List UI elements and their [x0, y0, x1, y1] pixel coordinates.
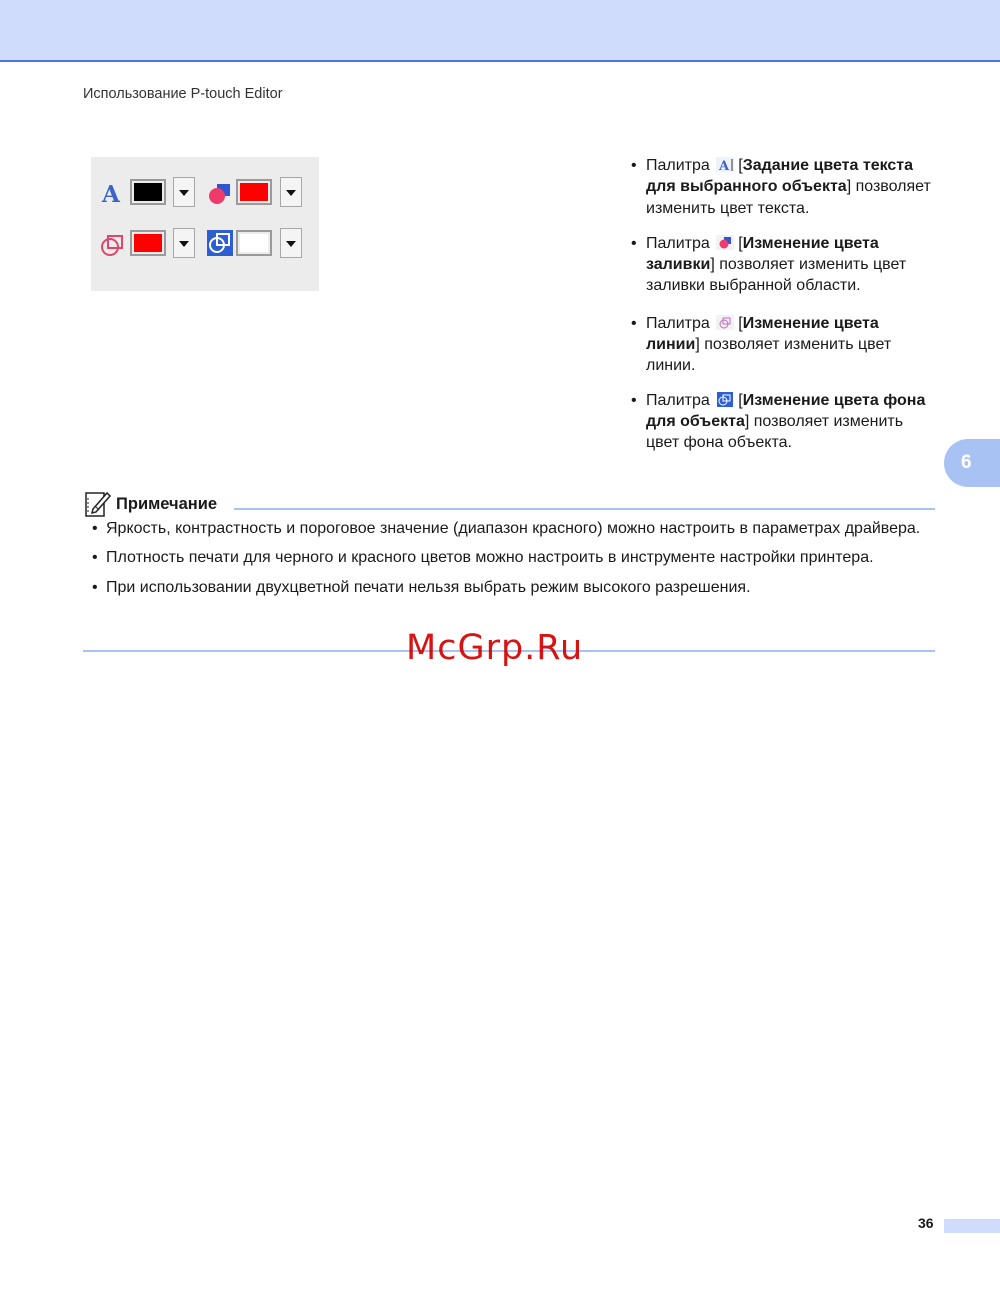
fill-color-icon[interactable] — [207, 181, 233, 207]
chapter-tab: 6 — [944, 439, 1000, 487]
list-item: • Палитра [Изменение цвета линии] позволяет изменить цвет линии. — [630, 313, 935, 377]
fill-color-icon — [716, 235, 734, 250]
note-item: • Плотность печати для черного и красного цветов можно настроить в инструменте настройки принтера. — [92, 547, 940, 568]
page-number-strip — [944, 1219, 1000, 1233]
watermark: McGrp.Ru — [406, 628, 584, 668]
list-item: • Палитра [Изменение цвета фона для объекта] позволяет изменить цвет фона объекта. — [630, 390, 935, 454]
line-color-swatch[interactable] — [130, 230, 166, 256]
text-color-dropdown-button[interactable] — [173, 177, 195, 207]
note-title: Примечание — [116, 495, 218, 513]
list-item: • Палитра A [Задание цвета текста для выбранного объекта] позволяет изменить цвет текста. — [630, 155, 935, 219]
fill-color-dropdown-button[interactable] — [280, 177, 302, 207]
list-item: • Палитра [Изменение цвета заливки] позволяет изменить цвет заливки выбранной области. — [630, 233, 935, 297]
palette-descriptions — [630, 155, 935, 454]
color-palette-panel — [91, 157, 319, 291]
svg-text:A: A — [719, 159, 730, 172]
background-color-icon[interactable] — [206, 229, 234, 257]
page-number: 36 — [918, 1215, 934, 1231]
note-list — [92, 518, 940, 606]
line-color-icon — [716, 315, 734, 330]
background-color-icon — [716, 392, 734, 407]
running-head: Использование P-touch Editor — [83, 86, 283, 102]
note-item: • Яркость, контрастность и пороговое значение (диапазон красного) можно настроить в параметрах драйвера. — [92, 518, 940, 539]
svg-text:A: A — [102, 181, 120, 207]
background-color-dropdown-button[interactable] — [280, 228, 302, 258]
text-color-swatch[interactable] — [130, 179, 166, 205]
text-color-a-icon — [716, 157, 734, 172]
header-rule — [0, 60, 1000, 62]
text-color-a-icon[interactable] — [100, 181, 126, 207]
fill-color-swatch[interactable] — [236, 179, 272, 205]
line-color-icon[interactable] — [100, 232, 126, 258]
background-color-swatch[interactable] — [236, 230, 272, 256]
header-band — [0, 0, 1000, 60]
note-pencil-icon — [84, 489, 112, 519]
note-item: • При использовании двухцветной печати нельзя выбрать режим высокого разрешения. — [92, 577, 940, 598]
note-top-rule — [234, 508, 935, 510]
line-color-dropdown-button[interactable] — [173, 228, 195, 258]
